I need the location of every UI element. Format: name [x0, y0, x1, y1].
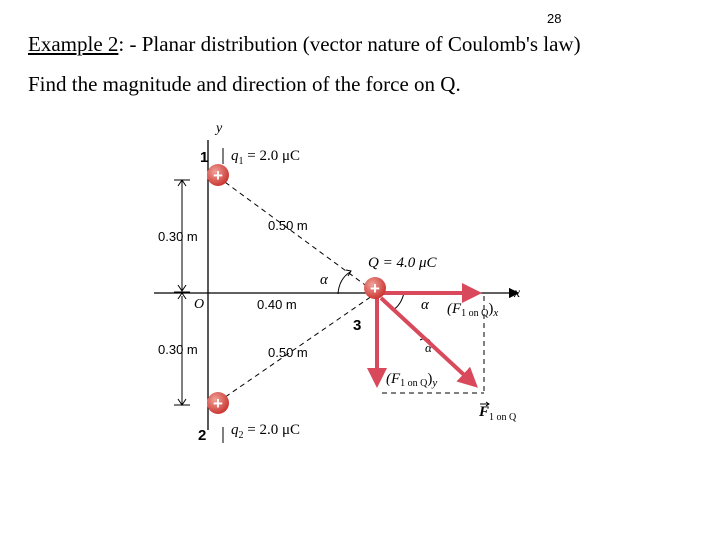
task-statement: Find the magnitude and direction of the force on Q.: [28, 72, 461, 96]
distance-upper-vertical: 0.30 m: [158, 229, 198, 244]
angle-alpha-bottom: α: [425, 340, 432, 355]
charge-q1: [207, 164, 229, 186]
q1-label: $q_1 = 2.0$ μC: [231, 148, 301, 167]
distance-horizontal: 0.40 m: [257, 297, 297, 312]
distance-lower-diagonal: 0.50 m: [268, 345, 308, 360]
distance-upper-diagonal: 0.50 m: [268, 218, 308, 233]
svg-text:+: +: [213, 166, 223, 185]
force-y-label: $(F_{1 on Q})_y$: [386, 371, 438, 389]
force-x-label: $(F_{1 on Q})_x$: [447, 301, 499, 319]
origin-label: O: [194, 297, 205, 312]
y-axis-label: y: [216, 121, 223, 136]
annotation-1: 1: [200, 149, 209, 166]
angle-alpha-right: α: [421, 297, 429, 313]
page-number: 28: [547, 11, 562, 26]
title-text: : - Planar distribution (vector nature of Coulomb's law): [118, 32, 581, 56]
angle-alpha-left: α: [320, 272, 328, 288]
charge-q2: [207, 392, 229, 414]
q2-label: $q_2 = 2.0$ μC: [231, 422, 301, 441]
example-label: Example 2: [28, 32, 119, 56]
annotation-2: 2: [198, 427, 207, 444]
distance-lower-vertical: 0.30 m: [158, 342, 198, 357]
force-resultant-label: $F_{1 on Q}$: [479, 404, 517, 423]
charge-Q: [364, 277, 386, 299]
angle-arc-right: [393, 293, 404, 310]
svg-text:+: +: [213, 394, 223, 413]
annotation-3: 3: [353, 317, 362, 334]
Q-label: Q = 4.0 μC: [368, 255, 437, 271]
svg-text:+: +: [370, 279, 380, 298]
x-axis-label: x: [514, 286, 521, 301]
